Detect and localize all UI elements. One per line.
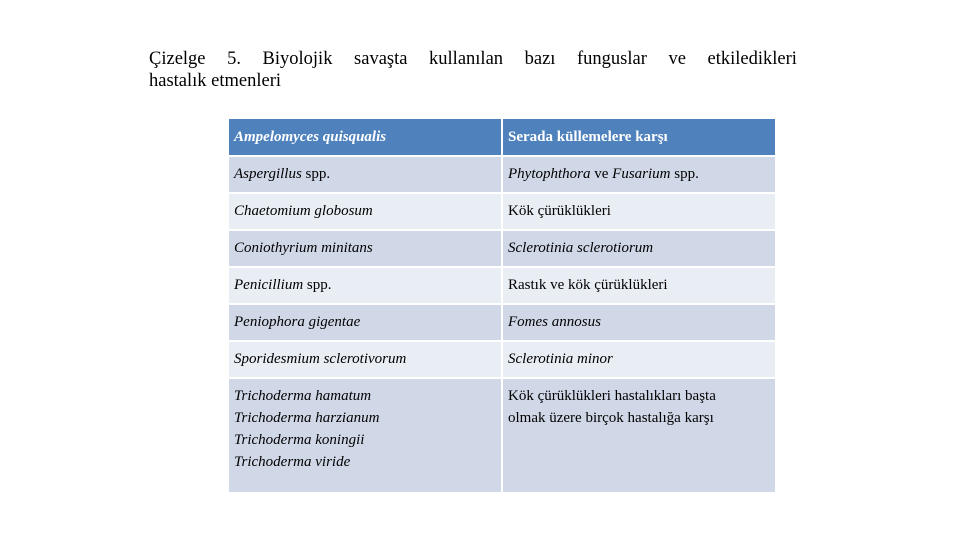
organism-cell: Peniophora gigentae — [229, 305, 501, 340]
caption-word: ve — [668, 49, 686, 69]
table-row — [229, 157, 775, 192]
caption-word: funguslar — [577, 49, 647, 69]
target-genus: Fusarium — [612, 166, 671, 182]
table-row — [229, 194, 775, 229]
table-row — [229, 268, 775, 303]
target-cell: Sclerotinia minor — [503, 342, 775, 377]
organism-cell — [229, 157, 501, 192]
caption-word: bazı — [524, 49, 556, 69]
organism-genus: Penicillium — [234, 277, 304, 293]
header-target-cell: Serada küllemelere karşı — [503, 119, 775, 155]
organism-cell: Sporidesmium sclerotivorum — [229, 342, 501, 377]
table-row — [229, 379, 775, 492]
caption-line-1 — [149, 48, 797, 70]
target-conjunction: ve — [590, 166, 613, 182]
organism-cell: Chaetomium globosum — [229, 194, 501, 229]
target-cell — [503, 157, 775, 192]
organism-line: Trichoderma koningii — [234, 432, 365, 448]
organism-suffix: spp. — [301, 166, 331, 182]
caption-word: kullanılan — [429, 49, 504, 69]
organism-suffix: spp. — [303, 277, 332, 293]
organism-cell — [229, 268, 501, 303]
organism-line: Trichoderma viride — [234, 454, 351, 470]
target-genus: Phytophthora — [508, 166, 591, 182]
organism-cell: Coniothyrium minitans — [229, 231, 501, 266]
target-cell: Fomes annosus — [503, 305, 775, 340]
header-organism-cell: Ampelomyces quisqualis — [229, 119, 501, 155]
table-row — [229, 305, 775, 340]
caption-line-2: hastalık etmenleri — [149, 71, 282, 91]
table-row — [229, 231, 775, 266]
table-row — [229, 342, 775, 377]
target-cell: Kök çürüklükleri — [503, 194, 775, 229]
table-caption — [149, 48, 797, 92]
caption-label: Çizelge — [149, 49, 206, 69]
target-cell: Sclerotinia sclerotiorum — [503, 231, 775, 266]
caption-word: savaşta — [354, 49, 408, 69]
target-cell: Rastık ve kök çürüklükleri — [503, 268, 775, 303]
caption-number: 5. — [227, 49, 241, 69]
organism-cell — [229, 379, 501, 492]
organism-genus: Aspergillus — [234, 166, 302, 182]
caption-word: Biyolojik — [262, 49, 333, 69]
target-suffix: spp. — [670, 166, 699, 182]
organism-line: Trichoderma hamatum — [234, 388, 372, 404]
table-header-row — [229, 119, 775, 155]
fungi-table — [227, 117, 777, 494]
target-line: olmak üzere birçok hastalığa karşı — [508, 410, 714, 426]
target-cell — [503, 379, 775, 492]
target-line: Kök çürüklükleri hastalıkları başta — [508, 388, 716, 404]
organism-line: Trichoderma harzianum — [234, 410, 380, 426]
caption-word: etkiledikleri — [707, 49, 797, 69]
